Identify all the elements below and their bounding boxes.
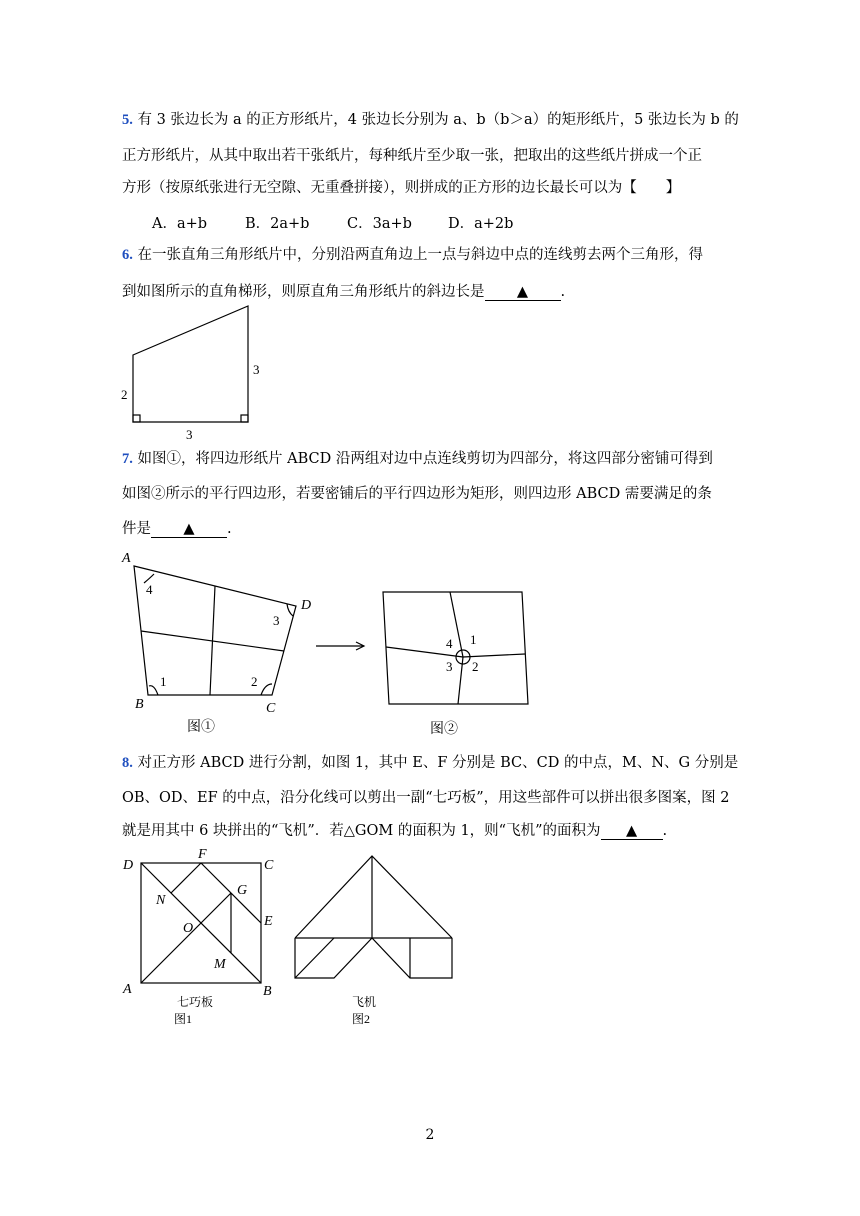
q7-fig2-cut-right bbox=[463, 654, 525, 657]
q8-plane-roof bbox=[295, 856, 452, 938]
q8-text3-end: . bbox=[662, 823, 668, 839]
q8-text1: 对正方形 ABCD 进行分割，如图 1，其中 E、F 分别是 BC、CD 的中点，M、N、G 分别是 bbox=[137, 755, 739, 771]
q7-line2: 如图②所示的平行四边形，若要密铺后的平行四边形为矩形，则四边形 ABCD 需要满足的条 bbox=[122, 486, 712, 502]
page-number: 2 bbox=[425, 1127, 435, 1143]
q6-label-right: 3 bbox=[253, 362, 260, 377]
q5-line2: 正方形纸片，从其中取出若干张纸片，每种纸片至少取一张，把取出的这些纸片拼成一个正 bbox=[122, 148, 702, 164]
q7-fig2-angle-2: 2 bbox=[472, 659, 479, 674]
q8-label-m: M bbox=[214, 957, 226, 972]
q8-label-c: C bbox=[264, 858, 274, 873]
q8-label-o: O bbox=[183, 921, 194, 936]
q8-line-nf bbox=[171, 863, 201, 893]
q5-option-a: A．a+b bbox=[152, 216, 208, 232]
q7-parallelogram bbox=[383, 592, 528, 704]
q8-airplane-figure bbox=[295, 856, 452, 1026]
q6-label-left: 2 bbox=[121, 387, 128, 402]
q8-line-og bbox=[201, 893, 231, 923]
q7-fig1-caption: 图① bbox=[187, 720, 215, 735]
q8-fig2-caption-label: 图2 bbox=[352, 1012, 371, 1026]
q7-answer-blank: ▲ bbox=[151, 521, 227, 538]
q6-text1: 在一张直角三角形纸片中，分别沿两直角边上一点与斜边中点的连线剪去两个三角形，得 bbox=[137, 247, 703, 263]
q7-text3: 件是 bbox=[122, 521, 151, 537]
q7-figure-2 bbox=[383, 592, 528, 737]
q7-arc-d bbox=[287, 604, 293, 616]
q5-line3: 方形（按原纸张进行无空隙、无重叠拼接），则拼成的正方形的边长最长可以为【 】 bbox=[122, 180, 681, 196]
q6-right-angle-left bbox=[133, 415, 140, 422]
q7-number: 7. bbox=[122, 451, 133, 467]
q6-trapezoid-figure bbox=[121, 306, 260, 442]
q8-label-a: A bbox=[123, 982, 132, 997]
q7-quadrilateral bbox=[134, 566, 296, 695]
q7-arc-b bbox=[149, 686, 158, 695]
q6-right-angle-right bbox=[241, 415, 248, 422]
q8-number: 8. bbox=[122, 755, 133, 771]
q8-answer-blank: ▲ bbox=[601, 823, 663, 840]
q6-trapezoid bbox=[133, 306, 248, 422]
q7-fig2-angle-4: 4 bbox=[446, 636, 453, 651]
q6-label-bottom: 3 bbox=[186, 427, 193, 442]
q7-angle-2: 2 bbox=[251, 674, 258, 689]
q7-angle-3: 3 bbox=[273, 613, 280, 628]
q7-vertex-c: C bbox=[266, 701, 276, 716]
q7-text1: 如图①，将四边形纸片 ABCD 沿两组对边中点连线剪切为四部分，将这四部分密铺可得到 bbox=[137, 451, 713, 467]
q7-fig2-angle-3: 3 bbox=[446, 659, 453, 674]
q7-angle-4: 4 bbox=[146, 582, 153, 597]
q5-option-c: C．3a+b bbox=[347, 216, 412, 232]
q8-fig2-caption-name: 飞机 bbox=[352, 995, 377, 1009]
q8-label-d: D bbox=[123, 858, 134, 873]
q7-fig2-caption: 图② bbox=[430, 722, 458, 737]
q8-label-g: G bbox=[237, 883, 248, 898]
q7-vertex-d: D bbox=[301, 598, 312, 613]
q8-text3: 就是用其中 6 块拼出的“飞机”．若△GOM 的面积为 1，则“飞机”的面积为 bbox=[122, 823, 601, 839]
q5-option-d: D．a+2b bbox=[448, 216, 514, 232]
q5-number: 5. bbox=[122, 112, 133, 128]
q8-tangram-figure bbox=[122, 847, 274, 1026]
q7-vertex-b: B bbox=[135, 697, 144, 712]
q8-fig1-caption-name: 七巧板 bbox=[177, 995, 214, 1009]
q8-plane-bottom bbox=[295, 938, 452, 978]
q7-arrow bbox=[316, 642, 364, 650]
q8-label-e: E bbox=[264, 914, 273, 929]
q7-text3-end: . bbox=[227, 521, 232, 537]
q5-text1: 有 3 张边长为 a 的正方形纸片，4 张边长分别为 a、b（b＞a）的矩形纸片，5 张边长为 b 的 bbox=[137, 112, 739, 128]
q8-plane-left-diagonal bbox=[295, 938, 334, 978]
q8-label-n: N bbox=[156, 893, 166, 908]
q7-fig2-angle-1: 1 bbox=[470, 632, 477, 647]
q7-arc-c bbox=[261, 684, 272, 695]
q6-number: 6. bbox=[122, 247, 133, 263]
q8-label-b: B bbox=[263, 984, 272, 999]
q8-line2: OB、OD、EF 的中点，沿分化线可以剪出一副“七巧板”，用这些部件可以拼出很多图案，图 2 bbox=[122, 790, 730, 806]
q7-figure-1 bbox=[121, 551, 311, 735]
q6-text2-end: . bbox=[560, 284, 566, 300]
q6-text2: 到如图所示的直角梯形，则原直角三角形纸片的斜边长是 bbox=[122, 284, 485, 300]
q8-fig1-caption-label: 图1 bbox=[174, 1012, 193, 1026]
q5-option-b: B．2a+b bbox=[245, 216, 310, 232]
q8-label-f: F bbox=[198, 847, 207, 862]
q6-answer-blank: ▲ bbox=[485, 284, 561, 301]
q7-angle-1: 1 bbox=[160, 674, 167, 689]
q7-vertex-a: A bbox=[122, 551, 131, 566]
